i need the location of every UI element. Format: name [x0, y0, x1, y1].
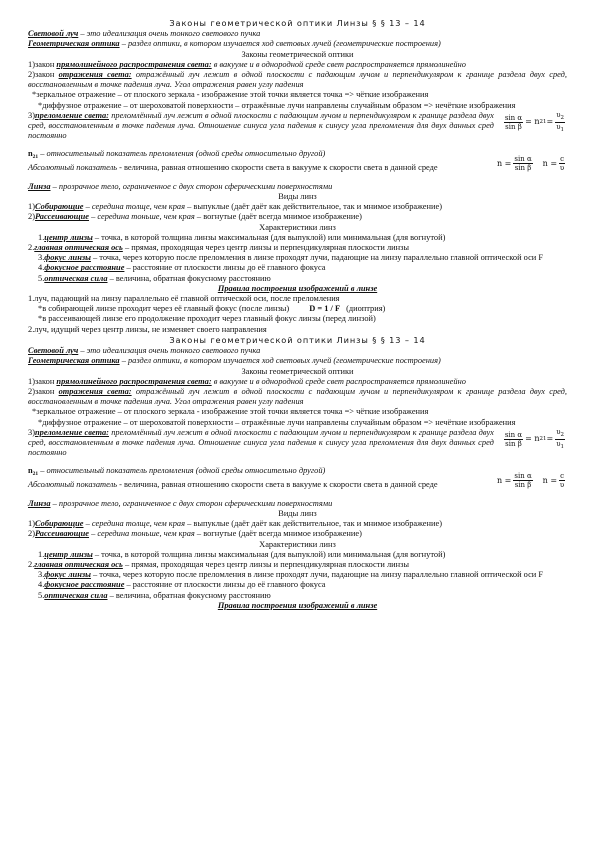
list-prefix: 2) — [28, 212, 35, 222]
law-prefix: 2)закон — [28, 386, 59, 396]
index-row — [28, 149, 567, 172]
formula-numerator: υ — [556, 427, 561, 436]
term: Рассеивающие — [34, 212, 90, 222]
absolute-index — [28, 480, 489, 490]
definition-light-ray — [28, 29, 567, 39]
rule-text: *в собирающей линзе проходит через её главный фокус (после линзы) — [38, 304, 290, 314]
formula-denominator: υ — [556, 122, 561, 131]
definition-text: – точка, в которой толщина линзы максимальная (для выпуклой) или минимальная (для вогнутой) — [92, 549, 446, 559]
law-text: отражённый луч лежит в одной плоскости с падающим лучом и перпендикуляром к границе раздела двух сред, восстановленным в точке падения луча. Угол отражения равен углу падения — [28, 386, 567, 407]
law-prefix: 3) — [28, 427, 35, 437]
page-title: Законы геометрической оптики Линзы § § 13 – 14 — [169, 18, 426, 28]
lens-definition — [28, 182, 567, 192]
lens-types-heading: Виды линз — [278, 192, 317, 202]
formula-denominator: sin β — [505, 122, 522, 131]
construction-rules-heading: Правила построения изображений в линзе — [217, 600, 378, 610]
definition-text: – это идеализация очень тонкого светового пучка — [78, 29, 261, 39]
law-prefix: 2)закон — [28, 70, 59, 80]
definition-text: – величина, обратная фокусному расстоянию — [107, 273, 271, 283]
law-3 — [28, 111, 494, 142]
diffuse-reflection: *диффузное отражение – от шероховатой поверхности – отражённые лучи направлены случайным образом => нечёткие изображения — [38, 417, 516, 427]
index-row — [28, 466, 567, 489]
formula-subscript: 2 — [560, 114, 564, 121]
term: Абсолютный показатель — [28, 162, 118, 172]
rule-1b: *в рассеивающей линзе его продолжение проходит через главный фокус линзы (перед линзой) — [38, 314, 376, 324]
characteristic-5 — [28, 274, 567, 284]
law-text: преломлённый луч лежит в одной плоскости с падающим лучом и перпендикуляром к границе раздела двух сред, восстановленным в точке падения луча. Отношение синуса угла падения к синусу угла преломления для двух данных сред постоянно — [28, 110, 494, 141]
definition-text: – относительный показатель преломления (одной среды относительно другой) — [38, 466, 326, 476]
term: Линза — [28, 181, 51, 191]
characteristic-5 — [28, 591, 567, 601]
characteristic-4 — [28, 263, 567, 273]
diffuse-reflection: *диффузное отражение – от шероховатой поверхности – отражённые лучи направлены случайным образом => нечёткие изображения — [38, 100, 516, 110]
definition-text: – прозрачное тело, ограниченное с двух сторон сферическими поверхностями — [50, 498, 333, 508]
formula-text: n = — [542, 475, 558, 485]
characteristic-1 — [28, 550, 567, 560]
laws-heading: Законы геометрической оптики — [241, 366, 354, 376]
list-prefix: 1. — [38, 549, 45, 559]
term: главная оптическая ось — [34, 243, 123, 253]
law-term: отражения света: — [58, 70, 132, 80]
lens-characteristics-heading: Характеристики линз — [259, 539, 336, 549]
mirror-reflection: *зеркальное отражение – от плоского зеркала - изображение этой точки является точка => чёткие изображения — [32, 407, 429, 417]
law-term: преломление света: — [34, 110, 109, 120]
lens-definition — [28, 499, 567, 509]
law-text: в вакууме и в однородной среде свет распространяется прямолинейно — [211, 59, 466, 69]
definition-text: – середина толще, чем края — [83, 202, 185, 212]
construction-rules-heading: Правила построения изображений в линзе — [217, 283, 378, 293]
rule-2: 2.луч, идущий через центр линзы, не изменяет своего направления — [28, 324, 267, 334]
characteristic-3 — [28, 253, 567, 263]
law-text: преломлённый луч лежит в одной плоскости с падающим лучом и перпендикуляром к границе раздела двух сред, восстановленным в точке падения луча. Отношение синуса угла падения к синусу угла преломления для двух данных сред постоянно — [28, 427, 494, 458]
formula-denominator: υ — [559, 481, 565, 490]
law-term: прямолинейного распространения света: — [56, 59, 212, 69]
mirror-reflection: *зеркальное отражение – от плоского зеркала - изображение этой точки является точка => чёткие изображения — [32, 90, 429, 100]
law-term: прямолинейного распространения света: — [56, 376, 212, 386]
lens-type-1 — [28, 202, 567, 212]
term: Рассеивающие — [34, 529, 90, 539]
rule-1a — [28, 304, 567, 314]
term: Световой луч — [28, 346, 79, 356]
snell-formula — [502, 428, 567, 451]
characteristic-4 — [28, 580, 567, 590]
relative-index — [28, 149, 489, 162]
formula-denominator: sin β — [505, 439, 522, 448]
symbol: n — [28, 466, 33, 476]
term: Абсолютный показатель — [28, 479, 118, 489]
law-prefix: 1)закон — [28, 59, 57, 69]
list-prefix: 5. — [38, 273, 45, 283]
term: главная оптическая ось — [34, 559, 123, 569]
formula-text: n = — [496, 158, 512, 168]
formula-denominator: sin β — [514, 164, 532, 173]
term: Линза — [28, 498, 51, 508]
list-prefix: 1. — [38, 232, 45, 242]
rule-1: 1.луч, падающий на линзу параллельно её главной оптической оси, после преломления — [28, 294, 340, 304]
definition-text: - величина, равная отношению скорости света в вакууме к скорости света в данной среде — [117, 162, 438, 172]
definition-geometric-optics — [28, 39, 567, 49]
term: Световой луч — [28, 29, 79, 39]
formula-numerator: sin α — [504, 113, 523, 122]
index-formulas — [497, 155, 567, 172]
definition-text: – это идеализация очень тонкого светового пучка — [78, 346, 261, 356]
definition-text: – выпуклые (даёт даёт как действительное, так и мнимое изображение) — [185, 202, 442, 212]
definition-text: – относительный показатель преломления (одной среды относительно другой) — [38, 149, 326, 159]
snell-formula — [502, 111, 567, 134]
term: фокусное расстояние — [44, 580, 125, 590]
symbol: n — [28, 149, 33, 159]
law-2 — [28, 70, 567, 90]
definition-text: – середина тоньше, чем края — [89, 212, 195, 222]
absolute-index — [28, 163, 489, 173]
definition-text: - величина, равная отношению скорости света в вакууме к скорости света в данной среде — [117, 479, 438, 489]
definition-text: – прямая, проходящая через центр линзы и перпендикулярная плоскости линзы — [122, 243, 410, 253]
formula-text: n = — [542, 158, 558, 168]
formula-text: = n — [525, 434, 540, 444]
definition-text: – вогнутые (даёт всегда мнимое изображение) — [194, 529, 362, 539]
list-prefix: 1) — [28, 202, 35, 212]
definition-text: – раздел оптики, в котором изучается ход световых лучей (геометрические построения) — [119, 356, 441, 366]
index-formulas — [497, 472, 567, 489]
law-3-row — [28, 428, 567, 459]
list-prefix: 3. — [38, 253, 45, 263]
formula-text: = — [546, 117, 554, 127]
characteristic-1 — [28, 233, 567, 243]
lens-type-2 — [28, 212, 567, 222]
formula-numerator: c — [560, 472, 564, 481]
definition-text: – середина толще, чем края — [83, 519, 185, 529]
formula-numerator: c — [560, 155, 564, 164]
definition-text: – величина, обратная фокусному расстоянию — [107, 590, 271, 600]
lens-type-1 — [28, 519, 567, 529]
law-term: отражения света: — [58, 386, 132, 396]
list-prefix: 2) — [28, 529, 35, 539]
term: оптическая сила — [44, 273, 108, 283]
formula-denominator: sin β — [514, 481, 532, 490]
formula-numerator: sin α — [504, 430, 523, 439]
term: фокус линзы — [44, 253, 91, 263]
laws-heading: Законы геометрической оптики — [241, 49, 354, 59]
definition-text: – прозрачное тело, ограниченное с двух сторон сферическими поверхностями — [50, 181, 333, 191]
definition-text: – точка, в которой толщина линзы максимальная (для выпуклой) или минимальная (для вогнутой) — [92, 232, 446, 242]
lens-characteristics-heading: Характеристики линз — [259, 222, 336, 232]
definition-text: – расстояние от плоскости линзы до её главного фокуса — [124, 580, 326, 590]
formula-numerator: υ — [556, 110, 561, 119]
law-term: преломление света: — [34, 427, 109, 437]
definition-text: – прямая, проходящая через центр линзы и перпендикулярная плоскости линзы — [122, 559, 410, 569]
list-prefix: 5. — [38, 590, 45, 600]
list-prefix: 4. — [38, 263, 45, 273]
term: фокус линзы — [44, 570, 91, 580]
formula-subscript: 1 — [560, 443, 564, 450]
formula-subscript: 2 — [560, 431, 564, 438]
definition-text: – расстояние от плоскости линзы до её главного фокуса — [124, 263, 326, 273]
term: центр линзы — [44, 232, 93, 242]
term: Геометрическая оптика — [28, 356, 120, 366]
formula-numerator: sin α — [514, 472, 532, 481]
definition-light-ray — [28, 346, 567, 356]
term: Собирающие — [34, 202, 84, 212]
definition-text: – середина тоньше, чем края — [89, 529, 195, 539]
law-text: отражённый луч лежит в одной плоскости с падающим лучом и перпендикуляром к границе раздела двух сред, восстановленным в точке падения луча. Угол отражения равен углу падения — [28, 70, 567, 90]
definition-geometric-optics — [28, 356, 567, 366]
law-2 — [28, 387, 567, 407]
formula-subscript: 21 — [539, 119, 547, 126]
term: Геометрическая оптика — [28, 39, 120, 49]
relative-index — [28, 466, 489, 479]
characteristic-3 — [28, 570, 567, 580]
formula-text: = — [546, 434, 554, 444]
law-prefix: 1)закон — [28, 376, 57, 386]
law-1 — [28, 60, 567, 70]
definition-text: – точка, через которую после преломления в линзе проходят лучи, падающие на линзу параллельно главной оптической оси F — [90, 570, 544, 580]
section-2 — [28, 335, 567, 611]
symbol-subscript: 21 — [32, 154, 39, 161]
term: фокусное расстояние — [44, 263, 125, 273]
definition-text: – раздел оптики, в котором изучается ход световых лучей (геометрические построения) — [119, 39, 441, 49]
optical-power-formula: D = 1 / F — [309, 304, 341, 314]
definition-text: – вогнутые (даёт всегда мнимое изображение) — [194, 212, 362, 222]
symbol-subscript: 21 — [32, 471, 39, 478]
definition-text: – точка, через которую после преломления в линзе проходят лучи, падающие на линзу параллельно главной оптической оси F — [90, 253, 544, 263]
law-3 — [28, 428, 494, 459]
formula-subscript: 21 — [539, 436, 547, 443]
formula-text: = n — [525, 117, 540, 127]
law-text: в вакууме и в однородной среде свет распространяется прямолинейно — [211, 376, 466, 386]
list-prefix: 1) — [28, 519, 35, 529]
formula-text: n = — [496, 475, 512, 485]
page-title: Законы геометрической оптики Линзы § § 13 – 14 — [169, 334, 426, 345]
formula-subscript: 1 — [560, 126, 564, 133]
list-prefix: 4. — [38, 580, 45, 590]
section-1 — [28, 18, 567, 335]
law-3-row — [28, 111, 567, 142]
law-prefix: 3) — [28, 110, 35, 120]
characteristic-2 — [28, 560, 567, 570]
formula-numerator: sin α — [514, 155, 532, 164]
formula-denominator: υ — [559, 164, 565, 173]
term: Собирающие — [34, 519, 84, 529]
unit: (диоптрия) — [346, 304, 386, 314]
definition-text: – выпуклые (даёт даёт как действительное, так и мнимое изображение) — [185, 519, 442, 529]
list-prefix: 2. — [28, 243, 35, 253]
characteristic-2 — [28, 243, 567, 253]
lens-type-2 — [28, 529, 567, 539]
formula-denominator: υ — [556, 439, 561, 448]
list-prefix: 2. — [28, 559, 35, 569]
term: оптическая сила — [44, 590, 108, 600]
lens-types-heading: Виды линз — [278, 508, 317, 518]
term: центр линзы — [44, 549, 93, 559]
list-prefix: 3. — [38, 570, 45, 580]
law-1 — [28, 377, 567, 387]
